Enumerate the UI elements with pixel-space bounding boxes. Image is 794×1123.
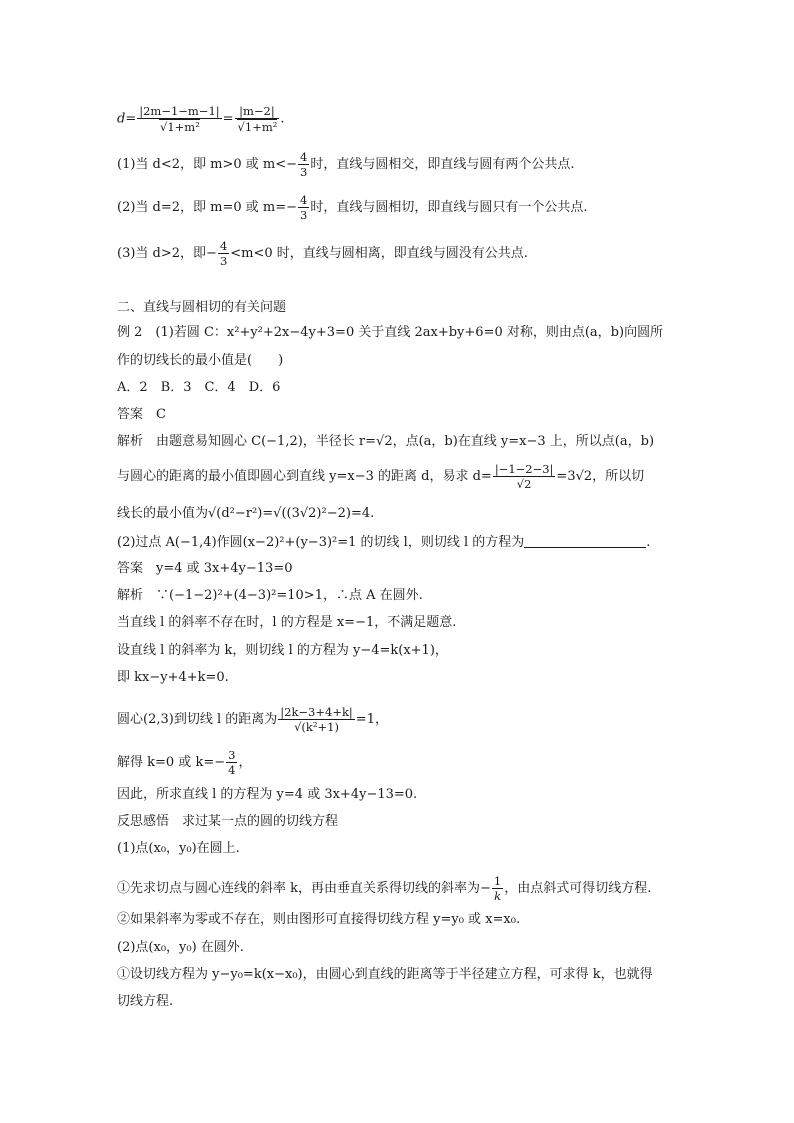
options-line: A．2 B．3 C．4 D．6 [117, 380, 281, 395]
reflection-heading: 反思感悟 求过某一点的圆的切线方程 [117, 814, 339, 829]
analysis-1-line-2: 与圆心的距离的最小值即圆心到直线 y=x−3 的距离 d，易求 d= $\frac{|-1-2-3|}{√2}$ =3√2，所以切 [117, 462, 645, 491]
analysis-2-line-7: 因此，所求直线 l 的方程为 y=4 或 3x+4y−13=0. [117, 787, 418, 802]
fraction: $\frac{4}{3}$ [219, 239, 228, 268]
example-2-line-1: 例 2 (1)若圆 C：x²+y²+2x−4y+3=0 关于直线 2ax+by+6=0 对称，则由点(a，b)向圆所 [117, 325, 664, 340]
fraction: |2m−1−m−1| √ 1+m² [137, 104, 221, 134]
analysis-2-line-6: 解得 k=0 或 k=− $\frac{3}{4}$ ， [117, 748, 252, 777]
analysis-2-line-1: 解析 ∵(−1−2)²+(4−3)²=10>1，∴点 A 在圆外. [117, 588, 423, 603]
answer-2: 答案 y=4 或 3x+4y−13=0 [117, 561, 293, 576]
case-2-line: (2)当 d=2，即 m=0 或 m=− $\frac{4}{3}$ 时，直线与圆相切，即直线与圆只有一个公共点. [117, 193, 588, 222]
analysis-2-line-2: 当直线 l 的斜率不存在时，l 的方程是 x=−1，不满足题意. [117, 615, 457, 630]
reflection-1a: ①先求切点与圆心连线的斜率 k，再由垂直关系得切线的斜率为− $\frac{1}{k}$ ，由点斜式可得切线方程. [117, 874, 652, 903]
fraction: $\frac{4}{3}$ [300, 150, 308, 179]
analysis-2-line-5: 圆心(2,3)到切线 l 的距离为 $\frac{|2k-3+4+k|}{\text{√(k²+1)}}$ =1， [117, 705, 388, 734]
reflection-1: (1)点(x₀，y₀)在圆上. [117, 841, 240, 856]
answer-blank [524, 535, 646, 548]
case-1-line: (1)当 d<2，即 m>0 或 m<− $\frac{4}{3}$ 时，直线与圆相交，即直线与圆有两个公共点. [117, 150, 575, 179]
d-symbol: d= [117, 111, 137, 127]
reflection-2b: 切线方程. [117, 994, 174, 1009]
fraction: $\frac{4}{3}$ [300, 193, 308, 222]
answer-1: 答案 C [117, 407, 166, 422]
case-3-line: (3)当 d>2，即− $\frac{4}{3}$ <m<0 时，直线与圆相离，即直线与圆没有公共点. [117, 239, 528, 268]
section-heading: 二、直线与圆相切的有关问题 [117, 300, 287, 315]
example-2-line-2: 作的切线长的最小值是( ) [117, 353, 284, 368]
distance-formula-line: d= |2m−1−m−1| √ 1+m² = |m−2| √ 1+m² . [117, 104, 284, 134]
fraction: $\frac{1}{k}$ [493, 874, 502, 903]
analysis-1-line-1: 解析 由题意易知圆心 C(−1,2)，半径长 r=√2，点(a，b)在直线 y=x−3 上，所以点(a，b) [117, 434, 655, 449]
analysis-1-line-3: 线长的最小值为√(d²−r²)=√((3√2)²−2)=4. [117, 506, 375, 521]
reflection-2: (2)点(x₀，y₀) 在圆外. [117, 940, 244, 955]
question-2-line: (2)过点 A(−1,4)作圆(x−2)²+(y−3)²=1 的切线 l，则切线 l 的方程为 . [117, 535, 651, 550]
fraction: $\frac{3}{4}$ [228, 748, 236, 777]
fraction: $\frac{|2k-3+4+k|}{\text{√(k²+1)}}$ [280, 705, 353, 734]
analysis-2-line-3: 设直线 l 的斜率为 k，则切线 l 的方程为 y−4=k(x+1)， [117, 643, 448, 658]
reflection-2a: ①设切线方程为 y−y₀=k(x−x₀)，由圆心到直线的距离等于半径建立方程，可求得 k，也就得 [117, 967, 653, 982]
fraction: $\frac{|-1-2-3|}{√2}$ [494, 462, 554, 491]
reflection-1b: ②如果斜率为零或不存在，则由图形可直接得切线方程 y=y₀ 或 x=x₀. [117, 912, 521, 927]
analysis-2-line-4: 即 kx−y+4+k=0. [117, 670, 229, 685]
fraction: |m−2| √ 1+m² [235, 104, 280, 134]
